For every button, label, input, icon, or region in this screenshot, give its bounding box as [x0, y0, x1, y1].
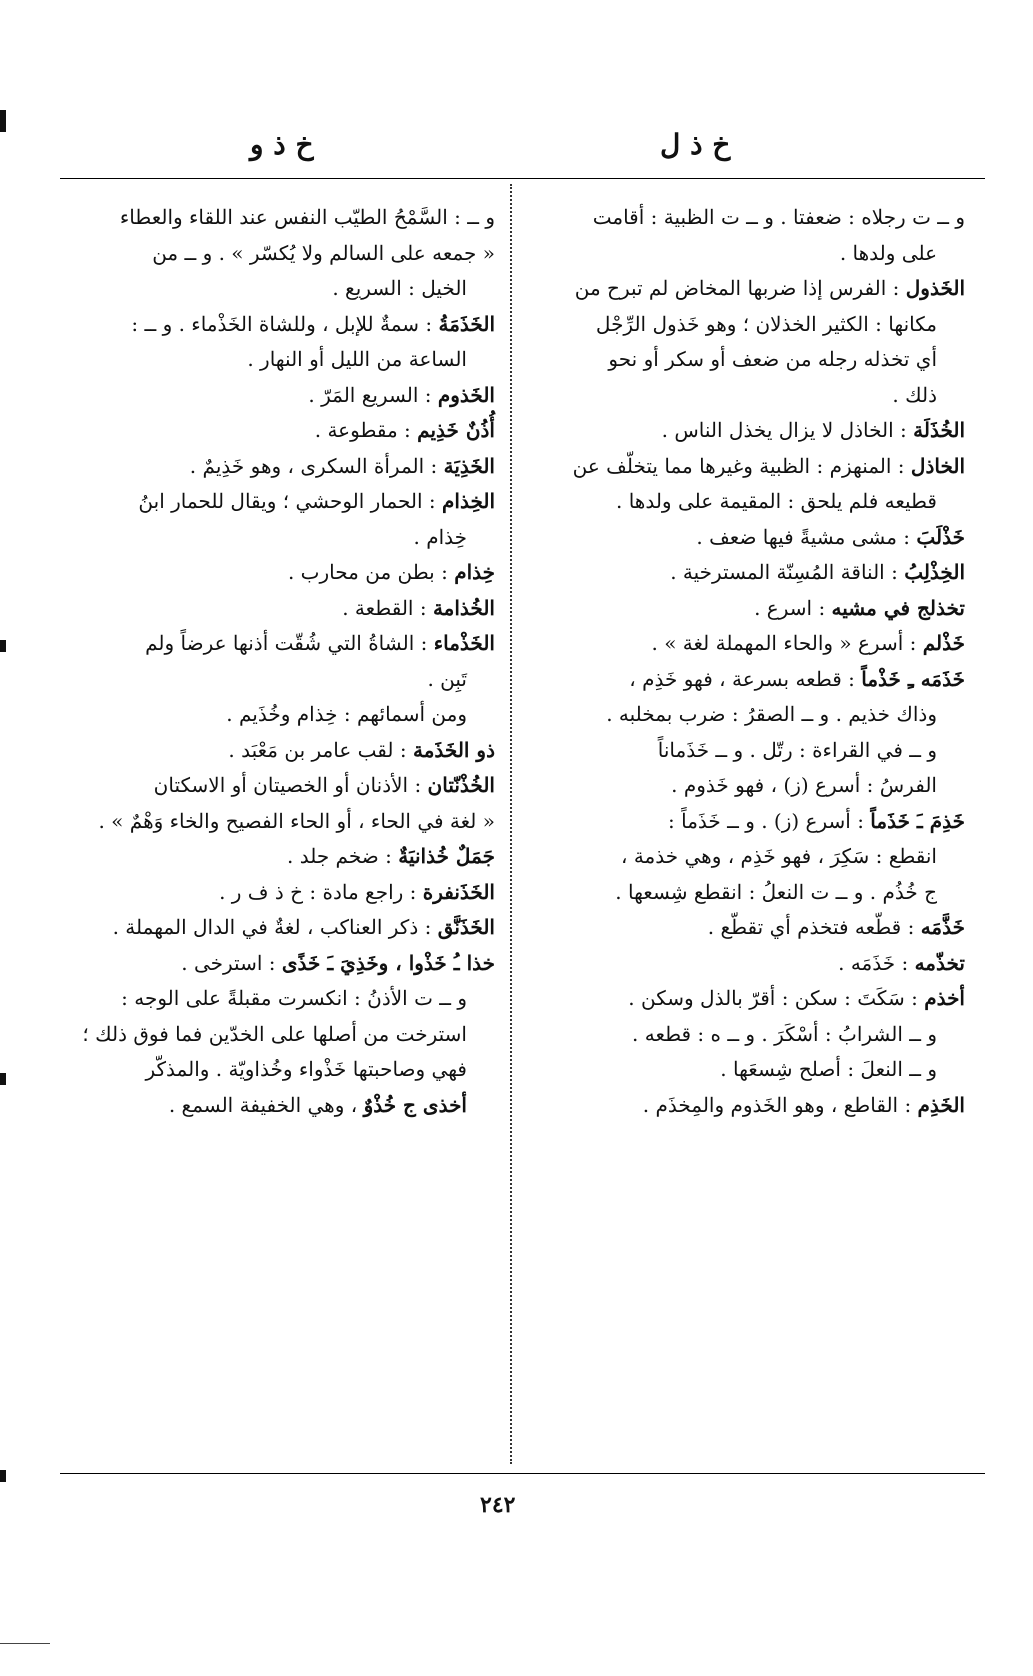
definition-text: : خَذَمَه . [838, 950, 915, 975]
definition-text: : قطعه بسرعة ، فهو خَذِم ، [629, 666, 862, 691]
definition-text: : راجع مادة : خ ذ ف ر . [219, 879, 423, 904]
dictionary-line [525, 768, 965, 804]
definition-text: : الحمار الوحشي ؛ ويقال للحمار ابنُ [138, 489, 442, 513]
dictionary-line [55, 555, 495, 591]
dictionary-line [525, 1017, 965, 1053]
definition-text: ، وهي الخفيفة السمع . [168, 1092, 364, 1117]
definition-text: وذاك خذيم . و ــ الصقرُ : ضرب بمخلبه . [606, 702, 937, 726]
dictionary-line [55, 236, 495, 272]
definition-text: : ذكر العناكب ، لغةٌ في الدال المهملة . [112, 915, 438, 939]
dictionary-line [525, 378, 965, 414]
dictionary-line [55, 520, 495, 556]
bottom-rule [60, 1473, 985, 1474]
headword: الخِذْلِبُ [904, 560, 965, 584]
definition-text: : قطّعه فتخذم أي تقطّع . [707, 915, 921, 939]
headword: خَذْلَبَ [916, 524, 965, 549]
definition-text: : بطن من محارب . [287, 560, 455, 584]
dictionary-line [525, 733, 965, 769]
dictionary-line [55, 307, 495, 343]
dictionary-line [55, 449, 495, 485]
definition-text: انقطع : سَكِرَ ، فهو خَذِم ، وهي خذمة ، [621, 844, 937, 868]
definition-text: الساعة من الليل أو النهار . [247, 347, 467, 371]
dictionary-line [525, 946, 965, 982]
dictionary-line [525, 1052, 965, 1088]
definition-text: « جمعه على السالم ولا يُكسّر » . و ــ من [152, 240, 495, 265]
definition-text: خِذام . [413, 524, 467, 549]
definition-text: : مشى مشيةً فيها ضعف . [696, 524, 917, 549]
headword: خذا ـُ خَذْوا ، وخَذِيَ ـَ خَذًى [281, 950, 495, 975]
dictionary-line [55, 875, 495, 911]
headword: الخُذَلَة [913, 418, 965, 442]
definition-text: : مقطوعة . [314, 418, 418, 442]
dictionary-line [525, 236, 965, 272]
definition-text: : المرأة السكرى ، وهو خَذِيمٌ . [189, 453, 444, 478]
dictionary-line [525, 626, 965, 662]
definition-text: : الشاةُ التي شُقّت أذنها عرضاً ولم [145, 631, 434, 655]
headword: خَذْلم [922, 631, 965, 655]
dictionary-line [55, 662, 495, 698]
dictionary-line [55, 839, 495, 875]
headword: ذو الخَذَمة [412, 737, 495, 762]
dictionary-line [55, 804, 495, 840]
dictionary-line [55, 271, 495, 307]
dictionary-line [55, 1052, 495, 1088]
definition-text: الفرسُ : أسرع (ز) ، فهو خَذوم . [671, 773, 937, 797]
definition-text: مكانها : الكثير الخذلان ؛ وهو خَذول الرِّجْل [595, 311, 937, 336]
definition-text: : الفرس إذا ضربها المخاض لم تبرح من [574, 276, 906, 300]
definition-text: : الناقة المُسِنّة المسترخية . [670, 560, 905, 584]
definition-text: قطيعه فلم يلحق : المقيمة على ولدها . [615, 489, 937, 513]
dictionary-line [525, 555, 965, 591]
dictionary-line [55, 733, 495, 769]
definition-text: استرخت من أصلها على الخدّين فما فوق ذلك ؛ [82, 1021, 467, 1046]
dictionary-line [525, 200, 965, 236]
headword: الخِذام [442, 489, 495, 513]
definition-text: : استرخى . [181, 950, 282, 975]
definition-text: : المنهزم : الظبية وغيرها مما يتخلّف عن [572, 453, 911, 478]
dictionary-line [525, 413, 965, 449]
headword: الخَذول [905, 276, 965, 300]
headword: الخَذَمَةُ [438, 311, 495, 336]
dictionary-line [55, 200, 495, 236]
edge-mark [0, 1470, 6, 1482]
definition-text: ج خُذُم . و ــ ت النعلُ : انقطع شِسعها . [615, 879, 937, 904]
headword: الخَذَنَّق [437, 915, 495, 939]
top-rule [60, 178, 985, 179]
page-header-left: خ ذ و [250, 128, 314, 161]
definition-text: : الأذنان أو الخصيتان أو الاسكتان [153, 773, 428, 797]
dictionary-line [55, 946, 495, 982]
headword: خَذَّمَه [920, 915, 965, 939]
dictionary-line [525, 520, 965, 556]
definition-text: : أسرع « والحاء المهملة لغة » . [651, 631, 923, 655]
dictionary-line [55, 1017, 495, 1053]
page-number: ٢٤٢ [480, 1492, 516, 1518]
headword: أخذم [924, 986, 965, 1010]
edge-mark [0, 640, 6, 652]
dictionary-line [525, 839, 965, 875]
headword: خَذِمَ ـَ خَذَماً [870, 808, 965, 833]
headword: الخَذوم [437, 382, 495, 407]
definition-text: الخيل : السريع . [332, 276, 467, 300]
dictionary-line [525, 342, 965, 378]
definition-text: على ولدها . [839, 240, 937, 265]
headword: الخَذِم [917, 1092, 965, 1117]
definition-text: : الخاذل لا يزال يخذل الناس . [661, 418, 914, 442]
dictionary-line [55, 378, 495, 414]
dictionary-line [55, 413, 495, 449]
dictionary-line [525, 307, 965, 343]
dictionary-line [525, 875, 965, 911]
dictionary-line [525, 271, 965, 307]
headword: جَمَلٌ خُذانيَةٌ [398, 844, 495, 868]
definition-text: و ــ ت الأذنُ : انكسرت مقبلةً على الوجه : [121, 986, 467, 1010]
definition-text: و ــ في القراءة : رتّل . و ــ خَذَماناً [657, 737, 937, 762]
headword: الخَذْماء [433, 631, 495, 655]
definition-text: : القاطع ، وهو الخَذوم والمِخذَم . [642, 1092, 918, 1117]
headword: الخُذْنّتان [427, 773, 495, 797]
definition-text: : أسرع (ز) . و ــ خَذَماً : [668, 808, 871, 833]
dictionary-line [525, 1088, 965, 1124]
dictionary-line [55, 342, 495, 378]
definition-text: أي تخذله رجله من ضعف أو سكر أو نحو [608, 347, 937, 371]
headword: خَذَمَه ـِ خَذْماً [861, 666, 965, 691]
dictionary-line [55, 697, 495, 733]
definition-text: : اسرع . [754, 595, 832, 620]
dictionary-line [525, 697, 965, 733]
column-divider [510, 184, 512, 1464]
definition-text: : السريع المَرّ . [308, 382, 438, 407]
definition-text: « لغة في الحاء ، أو الحاء الفصيح والخاء وَهْمٌ » . [98, 808, 495, 833]
definition-text: : لقب عامر بن مَعْبَد . [228, 737, 413, 762]
dictionary-line [55, 981, 495, 1017]
definition-text: و ــ الشرابُ : أسْكَرَ . و ــ ه : قطعه . [632, 1021, 937, 1046]
edge-mark [0, 110, 6, 132]
page-header-right: خ ذ ل [660, 128, 731, 161]
definition-text: و ــ ت رجلاه : ضعفتا . و ــ ت الظبية : أقامت [592, 205, 965, 229]
definition-text: ذلك . [892, 382, 937, 407]
headword: خِذام [454, 560, 495, 584]
headword: الخَذَنفرة [422, 879, 495, 904]
dictionary-line [55, 484, 495, 520]
dictionary-line [525, 910, 965, 946]
footer-line [0, 1643, 50, 1644]
definition-text: و ــ : السَّمْحُ الطيّب النفس عند اللقاء والعطاء [119, 205, 495, 229]
definition-text: : سَكَتَ : سكن : أقرّ بالذل وسكن . [628, 986, 925, 1010]
headword: الخُذامة [432, 595, 495, 620]
headword: أُذُنٌ خَذِيم [417, 418, 495, 442]
headword: تخذلج في مشيه [831, 595, 965, 620]
left-column [55, 200, 495, 1123]
dictionary-line [525, 449, 965, 485]
dictionary-line [525, 662, 965, 698]
definition-text: : سمةٌ للإبل ، وللشاة الخَذْماء . و ــ : [131, 311, 439, 336]
right-column [525, 200, 965, 1123]
dictionary-line [525, 804, 965, 840]
dictionary-line [55, 626, 495, 662]
definition-text: : القطعة . [342, 595, 433, 620]
headword: أخذى ج خُذْوٌ [363, 1092, 467, 1117]
dictionary-line [525, 981, 965, 1017]
headword: الخَذِيَة [443, 453, 495, 478]
definition-text: و ــ النعلَ : أصلح شِسعَها . [720, 1057, 937, 1081]
edge-mark [0, 1073, 6, 1085]
dictionary-line [55, 910, 495, 946]
dictionary-line [525, 484, 965, 520]
dictionary-line [55, 591, 495, 627]
definition-text: ومن أسمائهم : خِذام وخُذَيم . [226, 702, 467, 726]
dictionary-line [55, 768, 495, 804]
headword: الخاذل [910, 453, 965, 478]
definition-text: : ضخم جلد . [287, 844, 399, 868]
dictionary-line [525, 591, 965, 627]
definition-text: فهي وصاحبتها خَذْواء وخُذاويّة . والمذكّر [145, 1057, 467, 1081]
headword: تخذّمه [914, 950, 965, 975]
dictionary-line [55, 1088, 495, 1124]
definition-text: تَبِن . [427, 666, 467, 691]
